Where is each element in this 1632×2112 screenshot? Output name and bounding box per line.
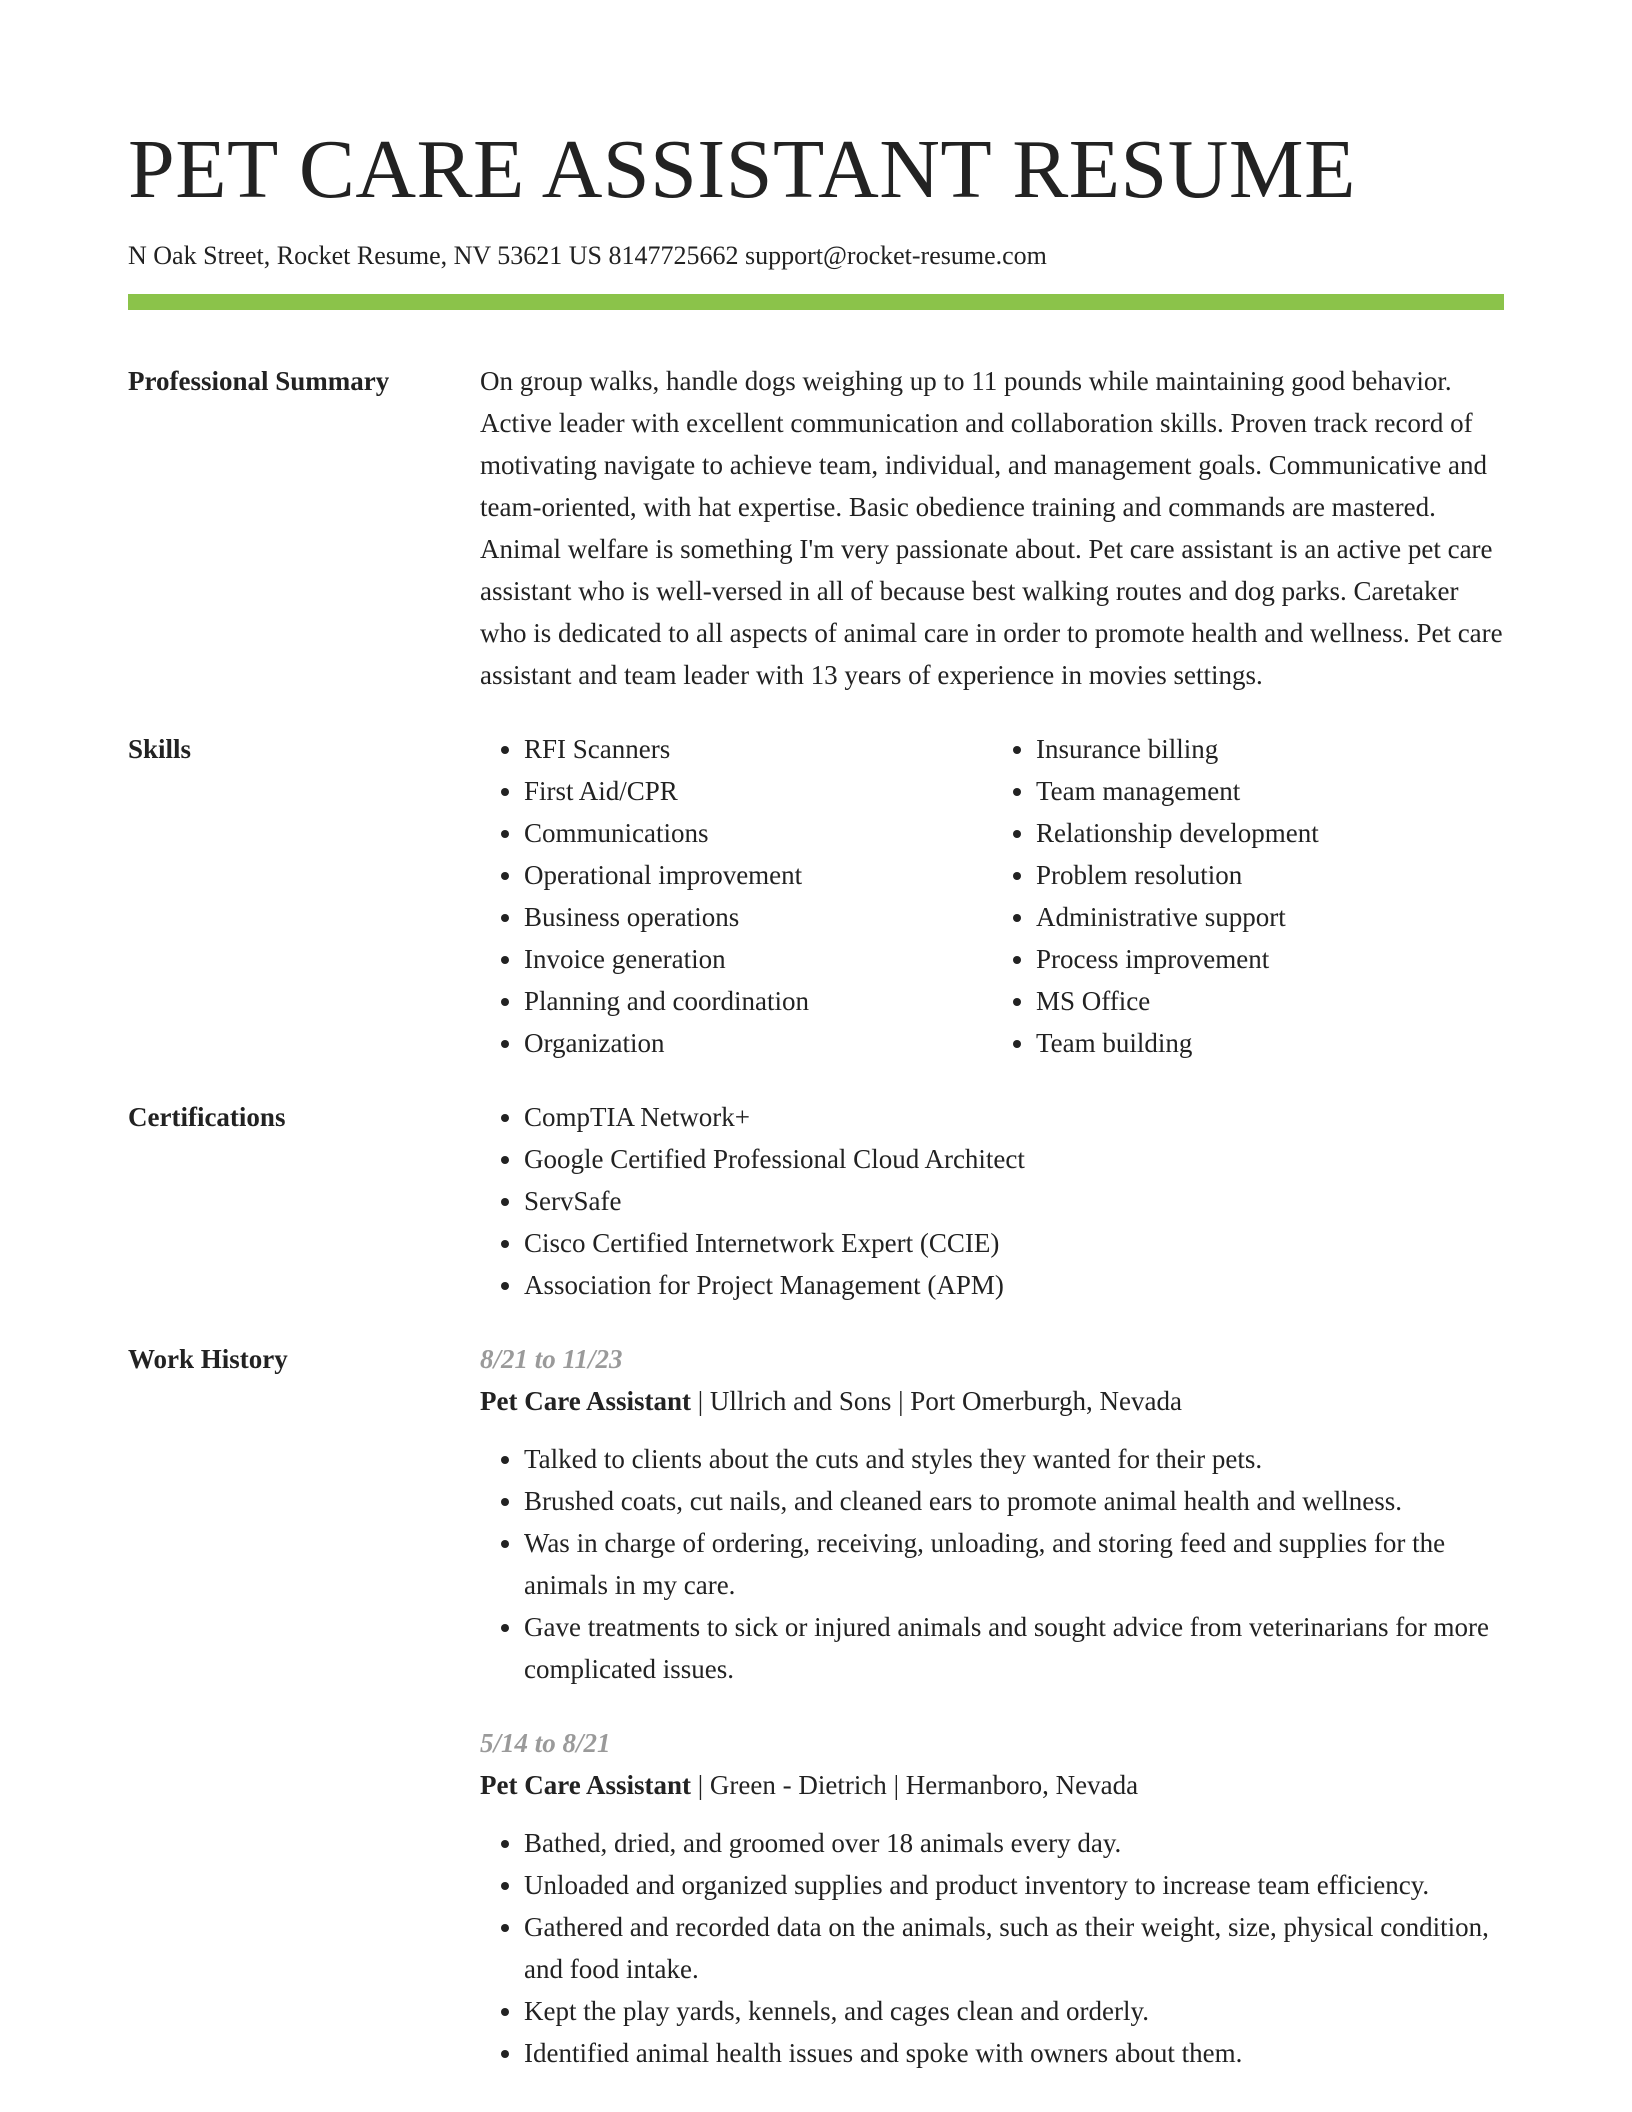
certification-item: • ServSafe [524,1180,1504,1222]
job-bullet: • Brushed coats, cut nails, and cleaned ears to promote animal health and wellness. [524,1480,1504,1522]
professional-summary-section [128,360,1504,696]
job-heading: Pet Care Assistant | Green - Dietrich | Hermanboro, Nevada [480,1770,1139,1800]
job-entry [480,1338,1504,1690]
skill-item: • MS Office [1036,980,1504,1022]
job-bullet: • Talked to clients about the cuts and styles they wanted for their pets. [524,1438,1504,1480]
skill-item: • Team building [1036,1022,1504,1064]
job-title: Pet Care Assistant [480,1386,691,1416]
job-dates: 8/21 to 11/23 [480,1344,623,1374]
skills-list-left [480,728,992,1064]
header-divider [128,294,1504,310]
section-label-work-history: Work History [128,1344,288,1374]
skill-item: • Communications [524,812,992,854]
skills-list-right [992,728,1504,1064]
skill-item: • Problem resolution [1036,854,1504,896]
certification-item: • Google Certified Professional Cloud Architect [524,1138,1504,1180]
contact-address: N Oak Street, Rocket Resume, NV 53621 US [128,241,602,270]
section-label-certifications: Certifications [128,1102,286,1132]
work-history-section [128,1338,1504,2074]
skill-item: • Administrative support [1036,896,1504,938]
skill-item: • First Aid/CPR [524,770,992,812]
job-location: Hermanboro, Nevada [905,1770,1139,1800]
skill-item: • Business operations [524,896,992,938]
skill-item: • Insurance billing [1036,728,1504,770]
skill-item: • Invoice generation [524,938,992,980]
certifications-section [128,1096,1504,1306]
work-history-body [480,1338,1504,2074]
job-bullet: • Gave treatments to sick or injured animals and sought advice from veterinarians for more complicated issues. [524,1606,1504,1690]
skills-section [128,728,1504,1064]
contact-line [128,238,1504,274]
skill-item: • Organization [524,1022,992,1064]
certification-item: • CompTIA Network+ [524,1096,1504,1138]
job-bullet: • Gathered and recorded data on the animals, such as their weight, size, physical condition, and food intake. [524,1906,1504,1990]
certifications-list [480,1096,1504,1306]
section-label-professional-summary: Professional Summary [128,366,390,396]
skill-item: • Process improvement [1036,938,1504,980]
job-dates: 5/14 to 8/21 [480,1728,611,1758]
job-employer: Green - Dietrich [709,1770,887,1800]
certification-item: • Cisco Certified Internetwork Expert (CCIE) [524,1222,1504,1264]
skill-item: • Team management [1036,770,1504,812]
job-bullet: • Was in charge of ordering, receiving, unloading, and storing feed and supplies for the animals in my care. [524,1522,1504,1606]
job-bullet: • Kept the play yards, kennels, and cages clean and orderly. [524,1990,1504,2032]
skill-item: • RFI Scanners [524,728,992,770]
contact-email: support@rocket-resume.com [744,241,1047,270]
job-heading: Pet Care Assistant | Ullrich and Sons | Port Omerburgh, Nevada [480,1386,1182,1416]
section-label-skills: Skills [128,734,192,764]
resume-title: PET CARE ASSISTANT RESUME [128,123,1356,216]
job-entry [480,1722,1504,2074]
skill-item: • Planning and coordination [524,980,992,1022]
skill-item: • Relationship development [1036,812,1504,854]
job-employer: Ullrich and Sons [709,1386,892,1416]
job-title: Pet Care Assistant [480,1770,691,1800]
contact-phone: 8147725662 [608,241,739,270]
job-bullets [480,1822,1504,2074]
certification-item: • Association for Project Management (APM) [524,1264,1504,1306]
job-location: Port Omerburgh, Nevada [910,1386,1182,1416]
summary-text: On group walks, handle dogs weighing up to 11 pounds while maintaining good behavior. Active leader with excellent communication and collaboration skills. Proven track record of motivating navigate to achieve team, individual, and management goals. Communicative and team-oriented, with hat expertise. Basic obedience training and commands are mastered. Animal welfare is something I'm very passionate about. Pet care assistant is an active pet care assistant who is well-versed in all of because best walking routes and dog parks. Caretaker who is dedicated to all aspects of animal care in order to promote health and wellness. Pet care assistant and team leader with 13 years of experience in movies settings. [480,366,1503,690]
certifications-body [480,1096,1504,1306]
skills-columns [480,728,1504,1064]
job-bullet: • Bathed, dried, and groomed over 18 animals every day. [524,1822,1504,1864]
summary-body [480,360,1504,696]
job-bullet: • Unloaded and organized supplies and product inventory to increase team efficiency. [524,1864,1504,1906]
job-bullet: • Identified animal health issues and spoke with owners about them. [524,2032,1504,2074]
skill-item: • Operational improvement [524,854,992,896]
job-bullets [480,1438,1504,1690]
